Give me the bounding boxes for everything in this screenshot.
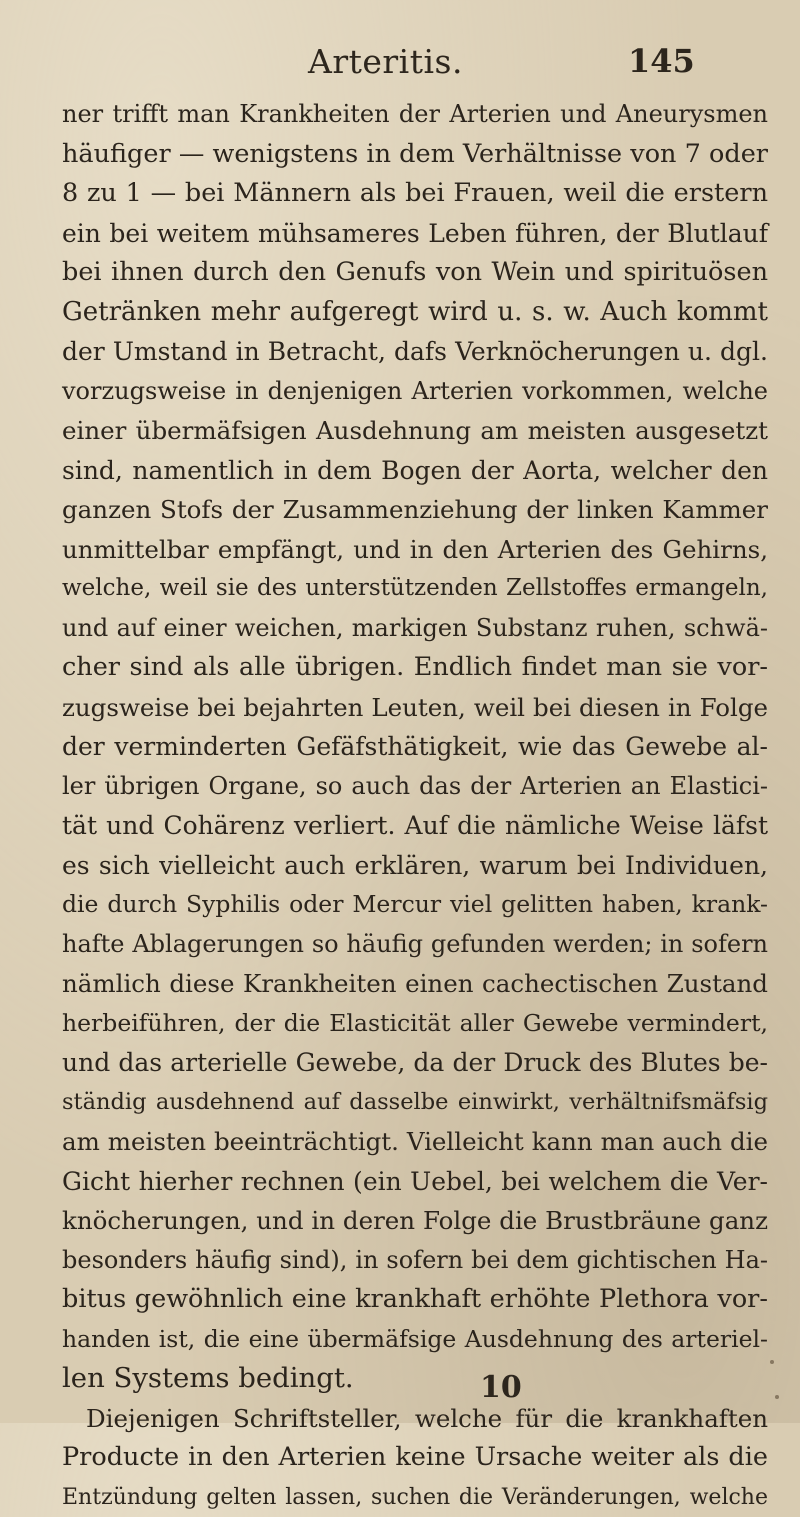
paper-speck [775,1395,779,1399]
text-line: zugsweise bei bejahrten Leuten, weil bei diesen in Folge [62,688,768,728]
text-line: ler übrigen Organe, so auch das der Arterien an Elastici- [62,767,768,807]
text-line: die durch Syphilis oder Mercur viel gelitten haben, krank- [62,885,768,925]
text-line: einer übermäfsigen Ausdehnung am meisten ausgesetzt [62,411,768,451]
text-line: ganzen Stofs der Zusammenziehung der linken Kammer [62,490,768,530]
text-line: Entzündung gelten lassen, suchen die Veränderungen, welche [62,1478,768,1517]
page-number: 145 [628,42,695,80]
text-line: herbeiführen, der die Elasticität aller Gewebe vermindert, [62,1004,768,1044]
text-line: ein bei weitem mühsameres Leben führen, der Blutlauf [62,214,768,254]
paragraph-end-line: len Systems bedingt. [62,1359,768,1399]
text-line: es sich vielleicht auch erklären, warum bei Individuen, [62,846,768,886]
text-line: sind, namentlich in dem Bogen der Aorta, welcher den [62,451,768,491]
paper-speck [770,1360,774,1364]
text-line: vorzugsweise in denjenigen Arterien vorkommen, welche [62,372,768,412]
text-line: bei ihnen durch den Genufs von Wein und spirituösen [62,253,768,293]
text-line: der verminderten Gefäfsthätigkeit, wie das Gewebe al- [62,727,768,767]
body-text [62,95,768,1517]
text-line: besonders häufig sind), in sofern bei dem gichtischen Ha- [62,1241,768,1281]
text-line: am meisten beeinträchtigt. Vielleicht kann man auch die [62,1122,768,1162]
text-line: und auf einer weichen, markigen Substanz ruhen, schwä- [62,609,768,649]
text-line: der Umstand in Betracht, dafs Verknöcherungen u. dgl. [62,332,768,372]
text-line: 8 zu 1 — bei Männern als bei Frauen, weil die erstern [62,174,768,214]
text-line: knöcherungen, und in deren Folge die Brustbräune ganz [62,1201,768,1241]
text-line: ner trifft man Krankheiten der Arterien und Aneurysmen [62,95,768,135]
text-line: Gicht hierher rechnen (ein Uebel, bei welchem die Ver- [62,1162,768,1202]
text-line: ständig ausdehnend auf dasselbe einwirkt, verhältnifsmäfsig [62,1083,768,1123]
text-line: welche, weil sie des unterstützenden Zellstoffes ermangeln, [62,569,768,609]
text-line: handen ist, die eine übermäfsige Ausdehnung des arteriel- [62,1320,768,1360]
running-title: Arteritis. [308,42,463,81]
running-head [0,42,800,82]
text-line: bitus gewöhnlich eine krankhaft erhöhte Plethora vor- [62,1280,768,1320]
text-line: tät und Cohärenz verliert. Auf die nämliche Weise läfst [62,806,768,846]
text-line: Getränken mehr aufgeregt wird u. s. w. Auch kommt [62,293,768,333]
signature-mark: 10 [480,1370,522,1405]
text-line: Producte in den Arterien keine Ursache weiter als die [62,1438,768,1478]
text-line: und das arterielle Gewebe, da der Druck des Blutes be- [62,1043,768,1083]
text-line: häufiger — wenigstens in dem Verhältnisse von 7 oder [62,135,768,175]
text-line: hafte Ablagerungen so häufig gefunden werden; in sofern [62,925,768,965]
text-line: cher sind als alle übrigen. Endlich findet man sie vor- [62,648,768,688]
paragraph-start-line: Diejenigen Schriftsteller, welche für die krankhaften [62,1399,768,1439]
text-line: unmittelbar empfängt, und in den Arterien des Gehirns, [62,530,768,570]
text-line: nämlich diese Krankheiten einen cachectischen Zustand [62,964,768,1004]
